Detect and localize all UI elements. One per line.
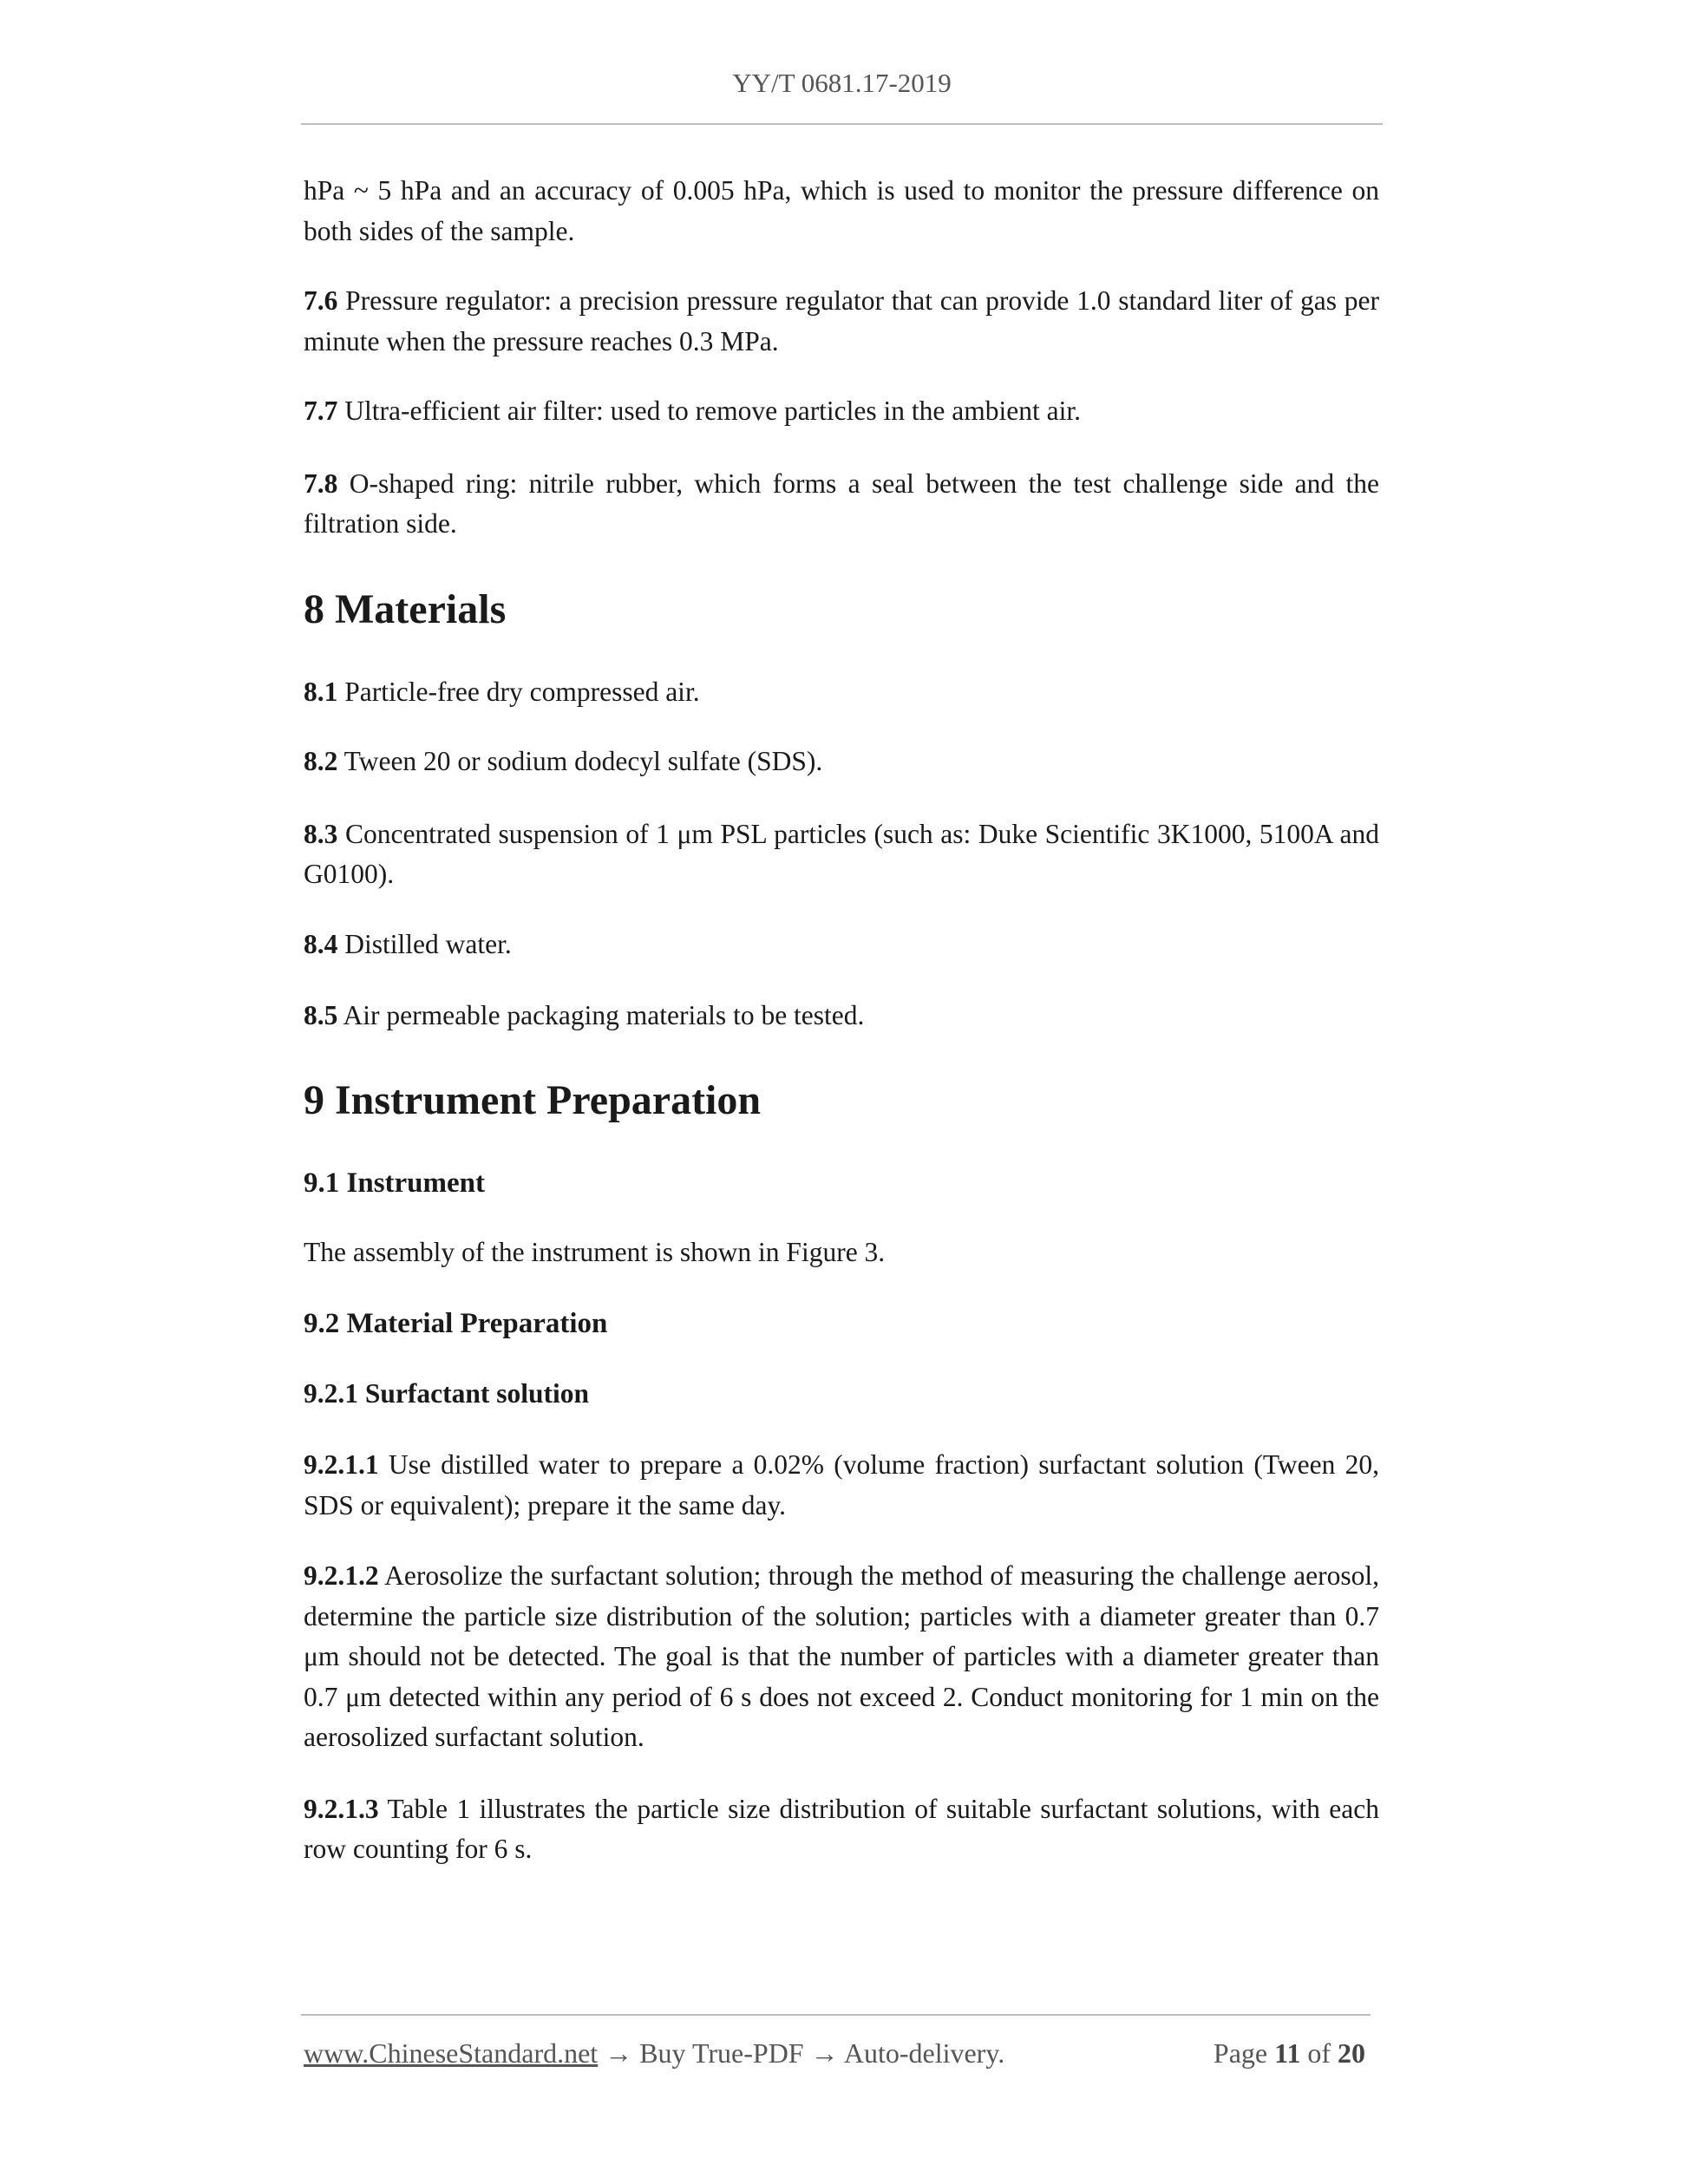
document-id: YY/T 0681.17-2019 — [732, 68, 952, 98]
page-label: Page — [1213, 2037, 1268, 2069]
heading-8-materials: 8 Materials — [304, 585, 507, 632]
clause-9-2-1-1: 9.2.1.1 Use distilled water to prepare a 0.02% (volume fraction) surfactant solution (Tween 20, SDS or equivalent); prepare it the same day. — [304, 1449, 1379, 1520]
heading-9-2-1-surfactant-solution: 9.2.1 Surfactant solution — [304, 1378, 590, 1409]
arrow-right-icon: → — [605, 2037, 633, 2069]
page-content — [304, 171, 1379, 1870]
clause-8-5: 8.5 Air permeable packaging materials to be tested. — [304, 1000, 865, 1030]
page-number: 11 — [1274, 2037, 1301, 2069]
document-footer — [304, 2037, 1371, 2077]
clause-9-2-1-2: 9.2.1.2 Aerosolize the surfactant solution; through the method of measuring the challenge aerosol, determine the particle size distribution of the solution; particles with a diameter greater than 0.7 μm should not be detected. The goal is that the number of particles with a diameter greater than 0.7 μm detected within any period of 6 s does not exceed 2. Conduct monitoring for 1 min on the aerosolized surfactant solution. — [304, 1560, 1379, 1752]
heading-9-2-material-preparation: 9.2 Material Preparation — [304, 1308, 608, 1339]
clause-8-2: 8.2 Tween 20 or sodium dodecyl sulfate (SDS). — [304, 746, 823, 776]
clause-8-4: 8.4 Distilled water. — [304, 928, 512, 959]
heading-9-1-instrument: 9.1 Instrument — [304, 1167, 486, 1199]
paragraph-9-1: The assembly of the instrument is shown in Figure 3. — [304, 1236, 886, 1267]
paragraph-continued: hPa ~ 5 hPa and an accuracy of 0.005 hPa, which is used to monitor the pressure difference on both sides of the sample. — [304, 175, 1379, 246]
clause-9-2-1-3: 9.2.1.3 Table 1 illustrates the particle size distribution of suitable surfactant solutions, with each row counting for 6 s. — [304, 1793, 1379, 1864]
arrow-right-icon: → — [810, 2037, 839, 2069]
page-total: 20 — [1338, 2037, 1365, 2069]
of-label: of — [1307, 2037, 1331, 2069]
auto-delivery-text: Auto-delivery. — [843, 2037, 1005, 2069]
footer-divider — [301, 2014, 1371, 2016]
page-indicator — [1214, 2037, 1365, 2070]
website-link[interactable]: www.ChineseStandard.net — [304, 2037, 599, 2069]
footer-promo — [304, 2037, 1004, 2070]
clause-8-3: 8.3 Concentrated suspension of 1 μm PSL particles (such as: Duke Scientific 3K1000, 5100A and G0100). — [304, 818, 1379, 889]
clause-7-7: 7.7 Ultra-efficient air filter: used to remove particles in the ambient air. — [304, 396, 1081, 426]
buy-true-pdf-text: Buy True-PDF — [639, 2037, 804, 2069]
clause-7-6: 7.6 Pressure regulator: a precision pressure regulator that can provide 1.0 standard liter of gas per minute when the pressure reaches 0.3 MPa. — [304, 285, 1379, 356]
clause-8-1: 8.1 Particle-free dry compressed air. — [304, 676, 700, 707]
clause-7-8: 7.8 O-shaped ring: nitrile rubber, which forms a seal between the test challenge side and the filtration side. — [304, 468, 1379, 539]
heading-9-instrument-preparation: 9 Instrument Preparation — [304, 1076, 762, 1123]
document-header — [301, 68, 1383, 99]
header-divider — [301, 123, 1383, 125]
